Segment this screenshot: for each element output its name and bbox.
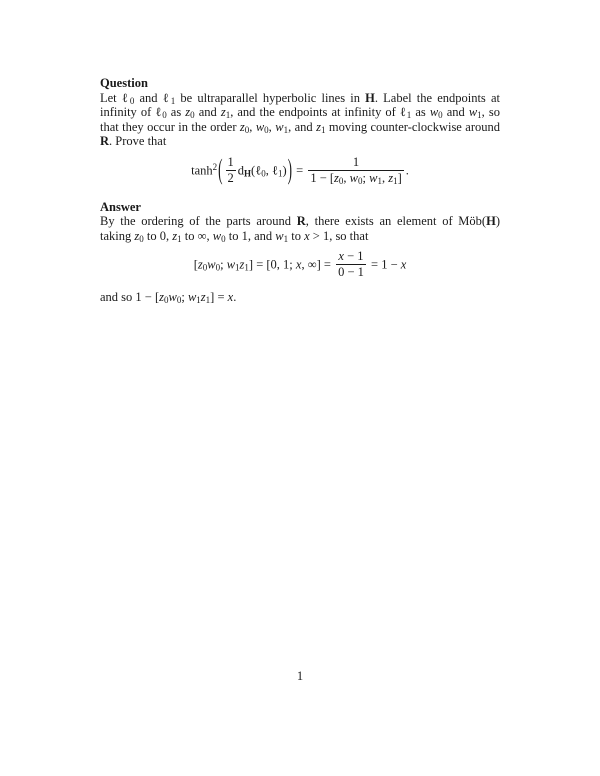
question-paragraph: Let ℓ$_0$ and ℓ$_1$ be ultraparallel hyperbolic lines in H. Label the endpoints at infinity of ℓ$_0$ as $z_0$ and $z_1$, and the endpoints at infinity of ℓ$_1$ as $w_0$ and $w_1$, so that they occur in the order $z_0$, $w_0$, $w_1$, and $z_1$ moving counter-clockwise around R. Prove that — [100, 90, 500, 148]
answer-closing-line: and so $1 - [z_0w_0$; $w_1z_1] = x$. — [100, 290, 237, 305]
page-number: 1 — [296, 669, 304, 683]
answer-equation: [$z_0w_0$; $w_1z_1] = [0$, 1; x, ∞] = $\frac{x - 1}{0 - 1}$ = 1 − x — [193, 249, 407, 279]
question-equation: $\tanh^2$( $\frac{1}{2}$ $d_H(\ell_0$, ℓ$_1$)) = $\frac{1}{1 - [z_0, w_0; w_1, z_1]}$ . — [191, 152, 409, 186]
content-area — [100, 76, 500, 305]
answer-paragraph: By the ordering of the parts around R, there exists an element of Möb(H) taking $z_0$ to 0, $z_1$ to ∞, $w_0$ to 1, and $w_1$ to x > 1, so that — [100, 214, 500, 244]
answer-heading: Answer — [100, 199, 141, 214]
question-heading: Question — [100, 76, 148, 90]
